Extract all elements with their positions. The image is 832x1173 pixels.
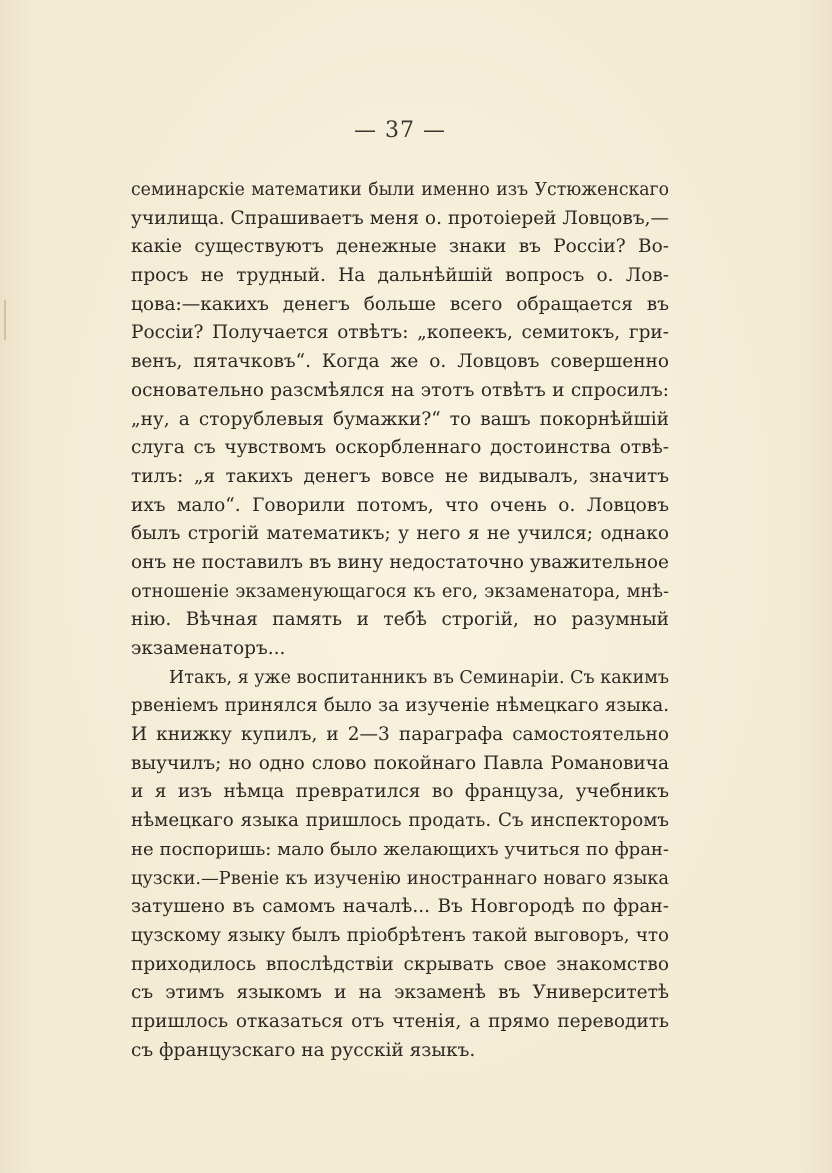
text-line: съ этимъ языкомъ и на экзаменѣ въ Университетѣ (131, 982, 669, 1004)
text-line: экзаменаторъ... (131, 638, 286, 659)
text-line: основательно разсмѣялся на этотъ отвѣтъ и спросилъ: (131, 379, 669, 401)
text-line: затушено въ самомъ началѣ... Въ Новгородѣ по фран- (131, 896, 669, 918)
text-line: цова:—какихъ денегъ больше всего обращается въ (131, 293, 669, 315)
text-line: Россіи? Получается отвѣтъ: „копеекъ, семитокъ, гри- (131, 322, 669, 344)
text-line: венъ, пятачковъ“. Когда же о. Ловцовъ совершенно (131, 351, 669, 373)
text-body (131, 176, 669, 1065)
text-line: „ну, а сторублевыя бумажки?“ то вашъ покорнѣйшій (131, 408, 669, 430)
paragraph-2 (131, 664, 669, 1066)
text-line: съ французскаго на русскій языкъ. (131, 1039, 476, 1061)
paragraph-1 (131, 176, 669, 664)
text-line: не поспоришь: мало было желающихъ учиться по фран- (131, 838, 669, 860)
text-line: онъ не поставилъ въ вину недостаточно уважительное (131, 551, 669, 573)
left-margin-mark (4, 300, 6, 340)
text-line: отношеніе экзаменующагося къ его, экзаменатора, мнѣ- (131, 581, 669, 602)
text-line: нію. Вѣчная память и тебѣ строгій, но разумный (131, 609, 669, 631)
text-line: И книжку купилъ, и 2—3 параграфа самостоятельно (131, 724, 669, 746)
text-line: слуга съ чувствомъ оскорбленнаго достоинства отвѣ- (131, 437, 669, 459)
text-line: приходилось впослѣдствіи скрывать свое знакомство (131, 953, 669, 975)
page-number: — 37 — (354, 118, 446, 143)
text-line: выучилъ; но одно слово покойнаго Павла Романовича (131, 752, 669, 774)
text-line: тилъ: „я такихъ денегъ вовсе не видывалъ, значитъ (131, 465, 669, 487)
text-line: цузски.—Рвеніе къ изученію иностраннаго новаго языка (131, 868, 669, 889)
text-line: рвеніемъ принялся было за изученіе нѣмецкаго языка. (131, 695, 669, 717)
text-line: цузскому языку былъ пріобрѣтенъ такой выговоръ, что (131, 924, 669, 946)
text-line: ихъ мало“. Говорили потомъ, что очень о. Ловцовъ (131, 494, 669, 516)
text-line: нѣмецкаго языка пришлось продать. Съ инспекторомъ (131, 810, 669, 832)
text-line: семинарскіе математики были именно изъ Устюженскаго (131, 180, 669, 200)
text-line: какіе существуютъ денежные знаки въ Россіи? Во- (131, 236, 669, 258)
text-line: просъ не трудный. На дальнѣйшій вопросъ о. Лов- (131, 265, 669, 287)
text-line: и я изъ нѣмца превратился во француза, учебникъ (131, 781, 669, 803)
text-line: былъ строгій математикъ; у него я не учился; однако (131, 523, 669, 545)
text-line: пришлось отказаться отъ чтенія, а прямо переводить (131, 1010, 669, 1032)
text-line: училища. Спрашиваетъ меня о. протоіерей Ловцовъ,— (131, 207, 669, 229)
text-line: Итакъ, я уже воспитанникъ въ Семинаріи. Съ какимъ (169, 667, 669, 688)
